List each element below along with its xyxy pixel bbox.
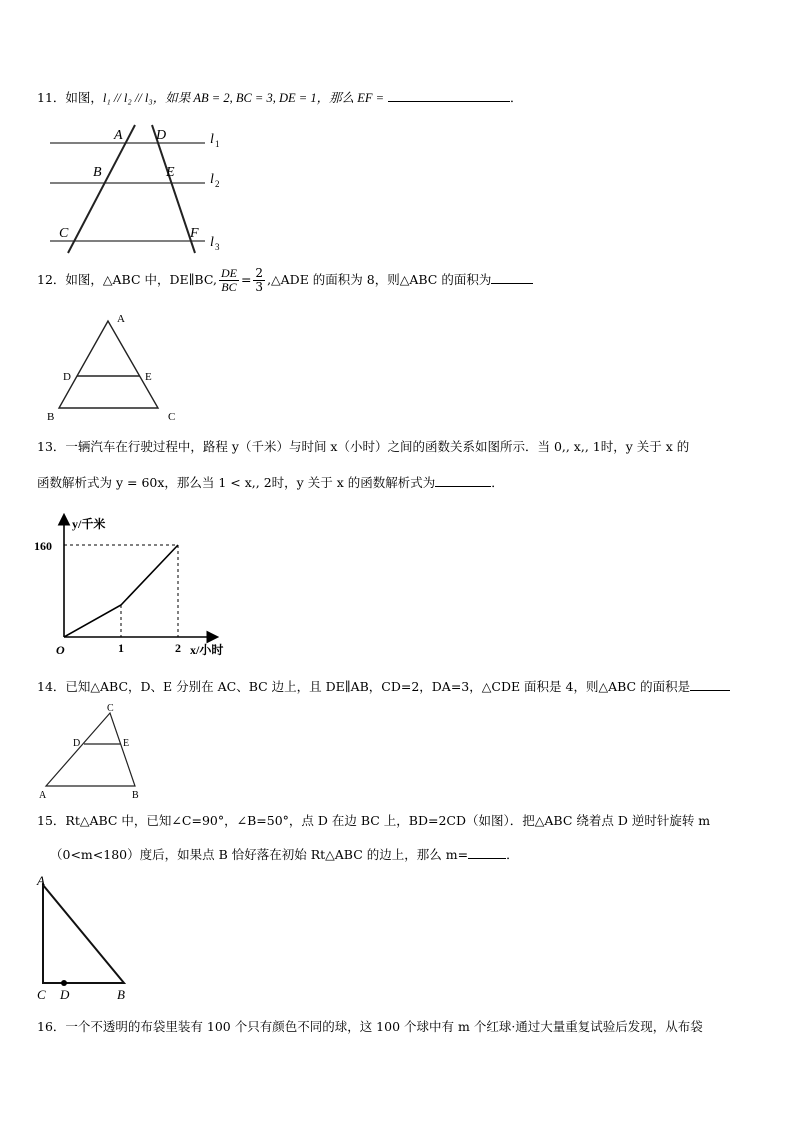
q11-label-A: A — [114, 128, 123, 143]
q12-answer-blank[interactable] — [491, 271, 533, 284]
q11-label-E: E — [166, 165, 175, 180]
q14-text: 14．已知△ABC，D、E 分别在 AC、BC 边上，且 DE∥AB，CD=2，DA=3，△CDE 面积是 4，则△ABC 的面积是 — [37, 678, 730, 695]
q13-ylabel: y/千米 — [72, 517, 106, 531]
q11-label-l2-sub: 2 — [215, 179, 220, 189]
q15-answer-blank[interactable] — [468, 846, 506, 859]
q15-line1: 15．Rt△ABC 中，已知∠C=90°，∠B=50°，点 D 在边 BC 上，BD=2CD（如图）．把△ABC 绕着点 D 逆时针旋转 m — [37, 813, 711, 828]
q13-answer-blank[interactable] — [435, 474, 491, 487]
q12-label-E: E — [145, 371, 152, 383]
q14-answer-blank[interactable] — [690, 678, 730, 691]
q11-label-l2: l — [210, 172, 214, 187]
q13-line2: 函数解析式为 y = 60x，那么当 1 < x,, 2时，y 关于 x 的函数解析式为 ． — [37, 475, 504, 490]
q13-line1: 13．一辆汽车在行驶过程中，路程 y（千米）与时间 x（小时）之间的函数关系如图所示．当 0,, x,, 1时，y 关于 x 的 — [37, 439, 690, 454]
q14-label-D: D — [73, 738, 81, 749]
q15-figure — [35, 870, 145, 1005]
q15-label-B: B — [117, 987, 125, 1002]
q15-label-A: A — [37, 873, 45, 888]
q12-label-C: C — [168, 411, 176, 423]
q13-origin: O — [56, 643, 65, 657]
q14-label-C: C — [107, 703, 114, 714]
q11-answer-blank[interactable] — [388, 89, 510, 102]
q14-label-E: E — [123, 738, 130, 749]
q13-graph — [30, 512, 240, 662]
q13-xlabel: x/小时 — [190, 643, 224, 657]
q11-label-B: B — [93, 165, 102, 180]
q12-figure — [45, 313, 185, 423]
q12-label-A: A — [117, 313, 125, 325]
q13-x1: 1 — [118, 641, 124, 655]
q11-text: 11．如图，l₁ // l₂ // l₃，如果 AB = 2, BC = 3, DE = 1，那么 EF = ． — [37, 90, 523, 105]
q12-text: 12．如图，△ABC 中，DE∥BC, $\frac{DE}{BC}$ = $\frac{2}{3}$ ,△ADE 的面积为 8，则△ABC 的面积为 — [37, 267, 533, 294]
q14-label-B: B — [132, 790, 139, 801]
q12-label-B: B — [47, 411, 55, 423]
q11-figure — [40, 120, 230, 255]
q11-label-l1: l — [210, 132, 214, 147]
q13-y160: 160 — [34, 539, 52, 553]
q11-label-D: D — [156, 128, 167, 143]
q11-label-l3: l — [210, 235, 214, 250]
q14-figure — [37, 702, 147, 800]
q11-label-F: F — [190, 226, 199, 241]
q11-label-l1-sub: 1 — [215, 139, 220, 149]
q13-x2: 2 — [175, 641, 181, 655]
q16-text: 16．一个不透明的布袋里装有 100 个只有颜色不同的球，这 100 个球中有 m 个红球·通过大量重复试验后发现，从布袋 — [37, 1019, 703, 1034]
q14-label-A: A — [39, 790, 47, 801]
q11-label-C: C — [59, 226, 69, 241]
q15-label-D: D — [60, 987, 70, 1002]
q15-line2: （0<m<180）度后，如果点 B 恰好落在初始 Rt△ABC 的边上，那么 m= ． — [50, 847, 519, 862]
q11-label-l3-sub: 3 — [215, 242, 220, 252]
q12-label-D: D — [63, 371, 71, 383]
q15-label-C: C — [37, 987, 46, 1002]
